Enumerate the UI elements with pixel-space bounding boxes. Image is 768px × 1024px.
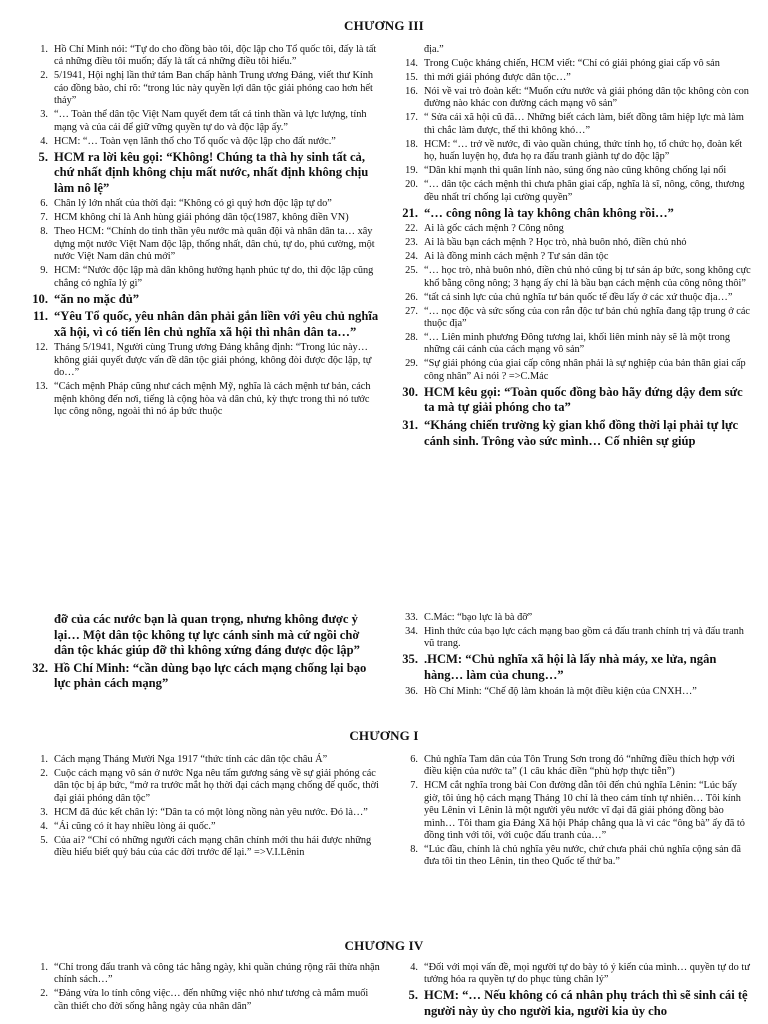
list-item (30, 292, 382, 308)
chapter-4-left-column (30, 962, 382, 1015)
chapter-1-heading: CHƯƠNG I (349, 728, 419, 743)
item-number: 11. (32, 309, 48, 324)
item-text: HCM kêu gọi: “Toàn quốc đồng bào hãy đứng dậy đem sức ta mà tự giải phóng cho ta” (424, 384, 743, 415)
item-text: HCM: “Nước độc lập mà dân không hưởng hạnh phúc tự do, thì độc lập cũng chẳng có nghĩa lý gì” (54, 265, 374, 289)
item-text: Cuộc cách mạng vô sản ở nước Nga nêu tấm gương sáng về sự giải phóng các dân tộc bị áp bức, “mở ra trước mắt họ thời đại cách mạng chống đế quốc, thời đại giải phóng dân tộc” (54, 768, 379, 804)
list-item (400, 251, 752, 263)
list-item (30, 661, 382, 692)
item-text: “… học trò, nhà buôn nhỏ, điền chủ nhỏ cũng bị tư sản áp bức, song không cực khổ bằng công nông; 3 hạng ấy chỉ là bầu bạn cách mệnh của công nông thôi” (424, 265, 751, 289)
item-number: 35. (402, 652, 418, 667)
item-number: 31. (402, 418, 418, 433)
list-item (400, 165, 752, 177)
list-item (400, 223, 752, 235)
item-number: 2. (40, 70, 48, 82)
chapter-4-heading: CHƯƠNG IV (344, 938, 424, 953)
item-number: 9. (40, 265, 48, 277)
item-text: Nói về vai trò đoàn kết: “Muốn cứu nước và giải phóng dân tộc không còn con đường nào khác con đường cách mạng vô sản” (424, 86, 749, 110)
item-text: “ăn no mặc đủ” (54, 291, 140, 306)
item-text: “Chỉ trong đấu tranh và công tác hằng ngày, khi quần chúng rộng rãi thừa nhận chính sách…” (54, 962, 380, 986)
item-number: 4. (410, 962, 418, 973)
item-number: 16. (405, 86, 418, 97)
list-item (400, 265, 752, 290)
list-item (30, 342, 382, 379)
item-text: HCM không chỉ là Anh hùng giải phóng dân tộc(1987, không điền VN) (54, 212, 349, 224)
item-text: “Đối với mọi vấn đề, mọi người tự do bày tỏ ý kiến của mình… quyền tự do tư tưởng hóa ra quyền tự do phục tùng chân lý” (424, 962, 750, 986)
list-item (400, 44, 752, 56)
item-text: HCM: “… Nếu không có cá nhân phụ trách thì sẽ sinh cái tệ người này ủy cho người kia, người kia ủy cho (424, 988, 748, 1018)
item-text: “Cách mệnh Pháp cũng như cách mệnh Mỹ, nghĩa là cách mệnh tư bản, cách mệnh không đến nơi, tiếng là cộng hòa và dân chủ, kỳ thực trong thì nó tước lục công nông, ngoài thì nó áp bức thuộc (54, 381, 371, 418)
item-number: 22. (405, 223, 418, 235)
item-text: “Sự giải phóng của giai cấp công nhân phải là sự nghiệp của bản thân giai cấp công nhân” Ai nói ? =>C.Mác (424, 358, 746, 382)
chapter-3-right-column (400, 44, 752, 451)
list-item (400, 652, 752, 683)
list-item (30, 381, 382, 418)
list-item (400, 139, 752, 164)
item-number: 1. (40, 754, 48, 765)
item-number: 36. (405, 685, 418, 697)
item-text: “… công nông là tay không chân không rồi…” (424, 205, 674, 220)
chapter-3-continued-right-column (400, 612, 752, 700)
item-number: 23. (405, 237, 418, 249)
list-item (400, 612, 752, 624)
list-item (400, 292, 752, 304)
item-number: 21. (402, 205, 418, 220)
list-item (400, 72, 752, 84)
item-text: Ai là gốc cách mệnh ? Công nông (424, 223, 564, 235)
item-text: Chủ nghĩa Tam dân của Tôn Trung Sơn trong đó “những điều thích hợp với điều kiện của nước ta” (1 câu khác điền “phù hợp thực tiễn”) (424, 754, 735, 778)
item-number: 20. (405, 179, 418, 191)
item-number: 25. (405, 265, 418, 277)
item-text: HCM ra lời kêu gọi: “Không! Chúng ta thà hy sinh tất cả, chứ nhất định không chịu mất nước, nhất định không chịu làm nô lệ” (54, 149, 369, 195)
list-item (400, 754, 752, 779)
item-text: Hồ Chí Minh nói: “Tự do cho đồng bào tôi, độc lập cho Tổ quốc tôi, đấy là tất cả những điều tôi muốn; đấy là tất cả những điều tôi hiểu.” (54, 44, 377, 68)
list-item (30, 226, 382, 263)
item-text: Hồ Chí Minh: “cần dùng bạo lực cách mạng chống lại bạo lực phản cách mạng” (54, 660, 367, 691)
list-item (30, 198, 382, 210)
item-text: “ Sửa cái xã hội cũ đã… Những biết cách làm, biết đồng tâm hiệp lực mà làm thì chắc làm được, thế thì không khó…” (424, 112, 744, 136)
item-text: HCM: “… trở về nước, đi vào quần chúng, thức tỉnh họ, tổ chức họ, đoàn kết họ, huấn luyện họ, đưa họ ra đấu tranh giành tự do độc lập” (424, 138, 743, 163)
item-text: “Kháng chiến trường kỳ gian khổ đồng thời lại phải tự lực cánh sinh. Trông vào sức mình… Cố nhiên sự giúp (424, 418, 739, 448)
list-item (30, 150, 382, 197)
list-item (400, 626, 752, 651)
chapter-3-heading: CHƯƠNG III (344, 18, 424, 33)
item-number: 8. (40, 226, 48, 238)
list-item (30, 988, 382, 1013)
item-number: 10. (32, 291, 48, 306)
list-item (400, 306, 752, 331)
item-text: thì mới giải phóng được dân tộc…” (424, 72, 571, 83)
list-item (30, 768, 382, 805)
list-item (30, 807, 382, 819)
item-text: “… Liên minh phương Đông tương lai, khối liên minh này sẽ là một trong những cái cánh của cách mạng vô sản” (424, 332, 731, 356)
item-number: 1. (40, 44, 48, 55)
list-item (400, 844, 752, 869)
item-text: “Yêu Tổ quốc, yêu nhân dân phải gắn liền với yêu chủ nghĩa xã hội, vì có tiến lên chủ nghĩa xã hội thì nhân dân ta…” (54, 309, 379, 339)
list-item (30, 265, 382, 290)
item-number: 4. (40, 135, 48, 147)
item-number: 8. (410, 844, 418, 856)
chapter-3-left-column (30, 44, 382, 420)
list-item (400, 686, 752, 698)
item-text: Theo HCM: “Chính do tinh thần yêu nước mà quân đội và nhân dân ta… xây dựng một nước Việt Nam độc lập, thống nhất, dân chủ, tự do, phú cường, một nước Việt Nam dân chủ mới” (54, 226, 375, 263)
item-text: “… Toàn thể dân tộc Việt Nam quyết đem tất cả tinh thần và lực lượng, tính mạng và của cải để giữ vững quyền tự do và độc lập ấy.” (54, 109, 367, 133)
item-number: 14. (405, 58, 418, 69)
item-text: C.Mác: “bạo lực là bà đỡ” (424, 612, 533, 623)
item-text: “Ái cũng có ít hay nhiều lòng ái quốc.” (54, 820, 216, 832)
item-text: “Dân khí mạnh thì quân lính nào, súng ống nào cũng không chống lại nổi (424, 165, 727, 177)
list-item (400, 237, 752, 249)
item-number: 15. (405, 72, 418, 83)
item-text: HCM cắt nghĩa trong bài Con đường dẫn tôi đến chủ nghĩa Lênin: “Lúc bấy giờ, tôi ủng hộ cách mạng Tháng 10 chỉ là theo cảm tính tự nhiên… Tôi kính yêu Lênin vì Lênin là một người yêu nước vĩ đại đã giải phóng đồng bào mình… Tôi tham gia Đảng Xã hội Pháp chẳng qua là vì các “ông bà” ấy đã tỏ đồng tình với tôi, với cuộc đấu tranh của…” (424, 780, 745, 842)
chapter-3-continued-left-column (30, 612, 382, 694)
list-item (30, 44, 382, 69)
item-text: Trong Cuộc kháng chiến, HCM viết: “Chỉ có giải phóng giai cấp vô sản (424, 58, 720, 69)
item-text: “… dân tộc cách mệnh thì chưa phân giai cấp, nghĩa là sĩ, nông, công, thương đều nhất trí chống lại cường quyền” (424, 179, 745, 203)
item-number: 13. (35, 381, 48, 393)
item-text: Hình thức của bạo lực cách mạng bao gồm cả đấu tranh chính trị và đấu tranh vũ trang. (424, 626, 744, 650)
list-item (30, 309, 382, 340)
item-number: 28. (405, 332, 418, 344)
item-text: “… nọc độc và sức sống của con rắn độc tư bản chủ nghĩa đang tập trung ở các thuộc địa” (424, 305, 750, 330)
list-item (30, 70, 382, 107)
item-number: 2. (40, 988, 48, 1000)
chapter-1-right-column (400, 754, 752, 870)
list-item (400, 385, 752, 416)
item-number: 29. (405, 358, 418, 370)
item-text: HCM đã đúc kết chân lý: “Dân ta có một lòng nồng nàn yêu nước. Đó là…” (54, 806, 368, 818)
item-text: HCM: “… Toàn vẹn lãnh thổ cho Tổ quốc và độc lập cho đất nước.” (54, 135, 336, 147)
item-number: 5. (408, 988, 418, 1003)
chapter-1-left-column (30, 754, 382, 861)
item-number: 18. (405, 138, 418, 150)
chapter-4-right-column (400, 962, 752, 1022)
list-item (30, 136, 382, 148)
item-number: 27. (405, 305, 418, 317)
item-number: 12. (35, 342, 48, 354)
list-item (400, 112, 752, 137)
list-item (400, 86, 752, 111)
item-number: 5. (40, 834, 48, 846)
item-number: 7. (410, 780, 418, 792)
item-text: Chân lý lớn nhất của thời đại: “Không có gì quý hơn độc lập tự do” (54, 198, 332, 210)
list-item (30, 835, 382, 860)
item-text: .HCM: “Chủ nghĩa xã hội là lấy nhà máy, xe lửa, ngân hàng… làm của chung…” (424, 652, 717, 682)
item-text: đỡ của các nước bạn là quan trọng, nhưng không được ỷ lại… Một dân tộc không tự lực cánh sinh mà cứ ngồi chờ dân tộc khác giúp đỡ thì không xứng đáng được độc lập” (54, 612, 360, 658)
list-item (30, 821, 382, 833)
item-text: địa.” (424, 44, 444, 55)
list-item (400, 179, 752, 204)
item-number: 6. (410, 754, 418, 765)
list-item (400, 332, 752, 357)
item-number: 32. (32, 660, 48, 675)
list-item (400, 358, 752, 383)
item-number: 19. (405, 165, 418, 177)
item-number: 3. (40, 109, 48, 121)
item-text: Của ai? “Chỉ có những người cách mạng chân chính mới thu hái được những điều hiểu biết quý báu của các đời trước để lại.” =>V.I.Lênin (54, 834, 372, 859)
list-item (400, 418, 752, 449)
item-number: 6. (40, 198, 48, 210)
item-text: Cách mạng Tháng Mười Nga 1917 “thức tỉnh các dân tộc châu Á” (54, 754, 328, 765)
item-text: Ai là bầu bạn cách mệnh ? Học trò, nhà buôn nhỏ, điền chủ nhỏ (424, 237, 687, 249)
list-item (30, 612, 382, 659)
list-item (400, 206, 752, 222)
item-text: “Đảng vừa lo tính công việc… đến những việc nhỏ như tương cà mắm muối cần thiết cho đời sống hằng ngày của nhân dân” (54, 988, 369, 1012)
item-number: 26. (405, 291, 418, 303)
list-item (30, 962, 382, 987)
item-number: 30. (402, 384, 418, 399)
item-text: Tháng 5/1941, Người cùng Trung ương Đảng khẳng định: “Trong lúc này… không giải quyết được vấn đề dân tộc giải phóng, không đòi được độc lập, tự do…” (54, 342, 372, 379)
item-number: 34. (405, 626, 418, 637)
item-text: Hồ Chí Minh: “Chế độ làm khoán là một điều kiện của CNXH…” (424, 685, 697, 697)
list-item (30, 212, 382, 224)
item-number: 7. (40, 212, 48, 224)
item-text: 5/1941, Hội nghị lần thứ tám Ban chấp hành Trung ương Đảng, viết thư Kính cáo đồng bào, chỉ rõ: “trong lúc này quyền lợi dân tộc giải phóng cao hơn hết thảy” (54, 70, 374, 107)
list-item (400, 780, 752, 842)
item-number: 1. (40, 962, 48, 973)
item-text: “Lúc đầu, chính là chủ nghĩa yêu nước, chứ chưa phải chủ nghĩa cộng sản đã đưa tôi tin theo Lênin, tin theo Quốc tế thứ ba.” (424, 844, 741, 868)
item-number: 33. (405, 612, 418, 623)
list-item (400, 988, 752, 1019)
item-number: 17. (405, 112, 418, 124)
list-item (400, 962, 752, 987)
item-number: 24. (405, 251, 418, 263)
item-number: 2. (40, 768, 48, 779)
item-number: 5. (38, 149, 48, 164)
item-text: Ai là đồng minh cách mệnh ? Tư sản dân tộc (424, 251, 609, 263)
list-item (30, 109, 382, 134)
item-number: 3. (40, 806, 48, 818)
item-number: 4. (40, 820, 48, 832)
item-text: “tất cả sinh lực của chủ nghĩa tư bản quốc tế đều lấy ở các xứ thuộc địa…” (424, 291, 733, 303)
list-item (400, 58, 752, 70)
list-item (30, 754, 382, 766)
